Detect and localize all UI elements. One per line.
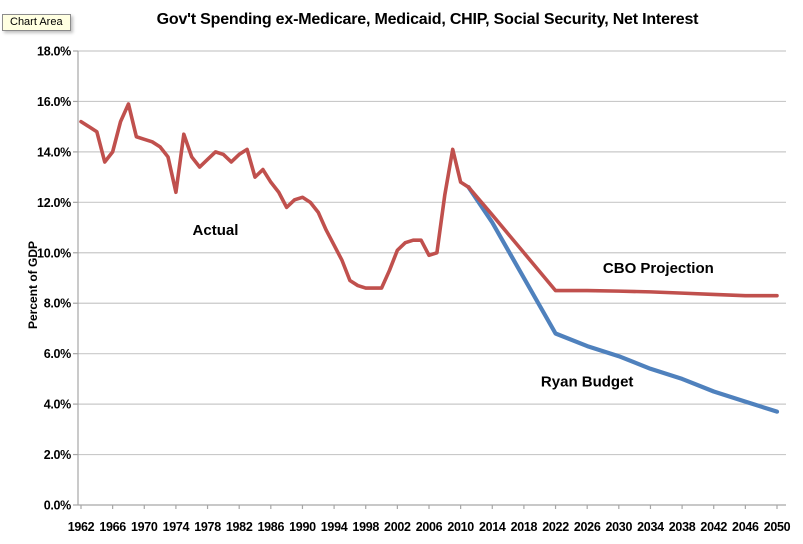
y-axis-tick-label: 0.0% bbox=[43, 498, 71, 513]
y-axis-tick-label: 12.0% bbox=[37, 195, 71, 210]
annotation-cbo-projection[interactable]: CBO Projection bbox=[602, 259, 714, 277]
x-axis-tick-label: 1998 bbox=[352, 520, 380, 534]
actual-line[interactable] bbox=[81, 104, 469, 288]
y-axis-tick-label: 8.0% bbox=[43, 296, 71, 311]
x-axis-tick-label: 2022 bbox=[542, 520, 569, 534]
annotation-ryan-budget[interactable]: Ryan Budget bbox=[540, 373, 634, 391]
x-axis-tick-label: 1966 bbox=[99, 520, 126, 534]
x-axis-tick-label: 1986 bbox=[257, 520, 285, 534]
chart-title[interactable]: Gov't Spending ex-Medicare, Medicaid, CHIP, Social Security, Net Interest bbox=[156, 11, 699, 28]
x-axis-tick-label: 2026 bbox=[573, 520, 601, 534]
x-axis-tick-label: 2014 bbox=[478, 520, 506, 534]
y-axis-tick-label: 10.0% bbox=[37, 246, 71, 261]
y-axis-tick-label: 16.0% bbox=[37, 94, 71, 109]
x-axis-tick-label: 2030 bbox=[605, 520, 633, 534]
chart-area-tooltip: Chart Area bbox=[2, 14, 71, 31]
x-axis-tick-label: 1978 bbox=[194, 520, 221, 534]
x-axis-tick-label: 2006 bbox=[415, 520, 443, 534]
x-axis-tick-label: 2010 bbox=[447, 520, 474, 534]
x-axis-tick-label: 1962 bbox=[67, 520, 95, 534]
x-axis-tick-label: 2018 bbox=[510, 520, 538, 534]
annotation-actual[interactable]: Actual bbox=[192, 222, 239, 240]
x-axis-tick-label: 2034 bbox=[637, 520, 664, 534]
y-axis-title[interactable]: Percent of GDP bbox=[26, 240, 40, 330]
x-axis-tick-label: 1970 bbox=[130, 520, 158, 534]
x-axis-tick-label: 1990 bbox=[289, 520, 316, 534]
y-axis-tick-label: 2.0% bbox=[43, 448, 71, 463]
x-axis-tick-label: 2046 bbox=[732, 520, 759, 534]
x-axis-tick-label: 2042 bbox=[700, 520, 728, 534]
x-axis-tick-label: 1982 bbox=[225, 520, 253, 534]
y-axis-tick-label: 4.0% bbox=[43, 397, 71, 412]
y-axis-tick-label: 14.0% bbox=[37, 145, 71, 160]
x-axis-tick-label: 2050 bbox=[763, 520, 791, 534]
cbo-projection-line[interactable] bbox=[469, 187, 777, 295]
y-axis-tick-label: 6.0% bbox=[43, 347, 71, 362]
x-axis-tick-label: 2038 bbox=[668, 520, 696, 534]
x-axis-tick-label: 1974 bbox=[162, 520, 190, 534]
x-axis-tick-label: 2002 bbox=[384, 520, 411, 534]
y-axis-tick-label: 18.0% bbox=[37, 44, 71, 59]
x-axis-tick-label: 1994 bbox=[320, 520, 348, 534]
